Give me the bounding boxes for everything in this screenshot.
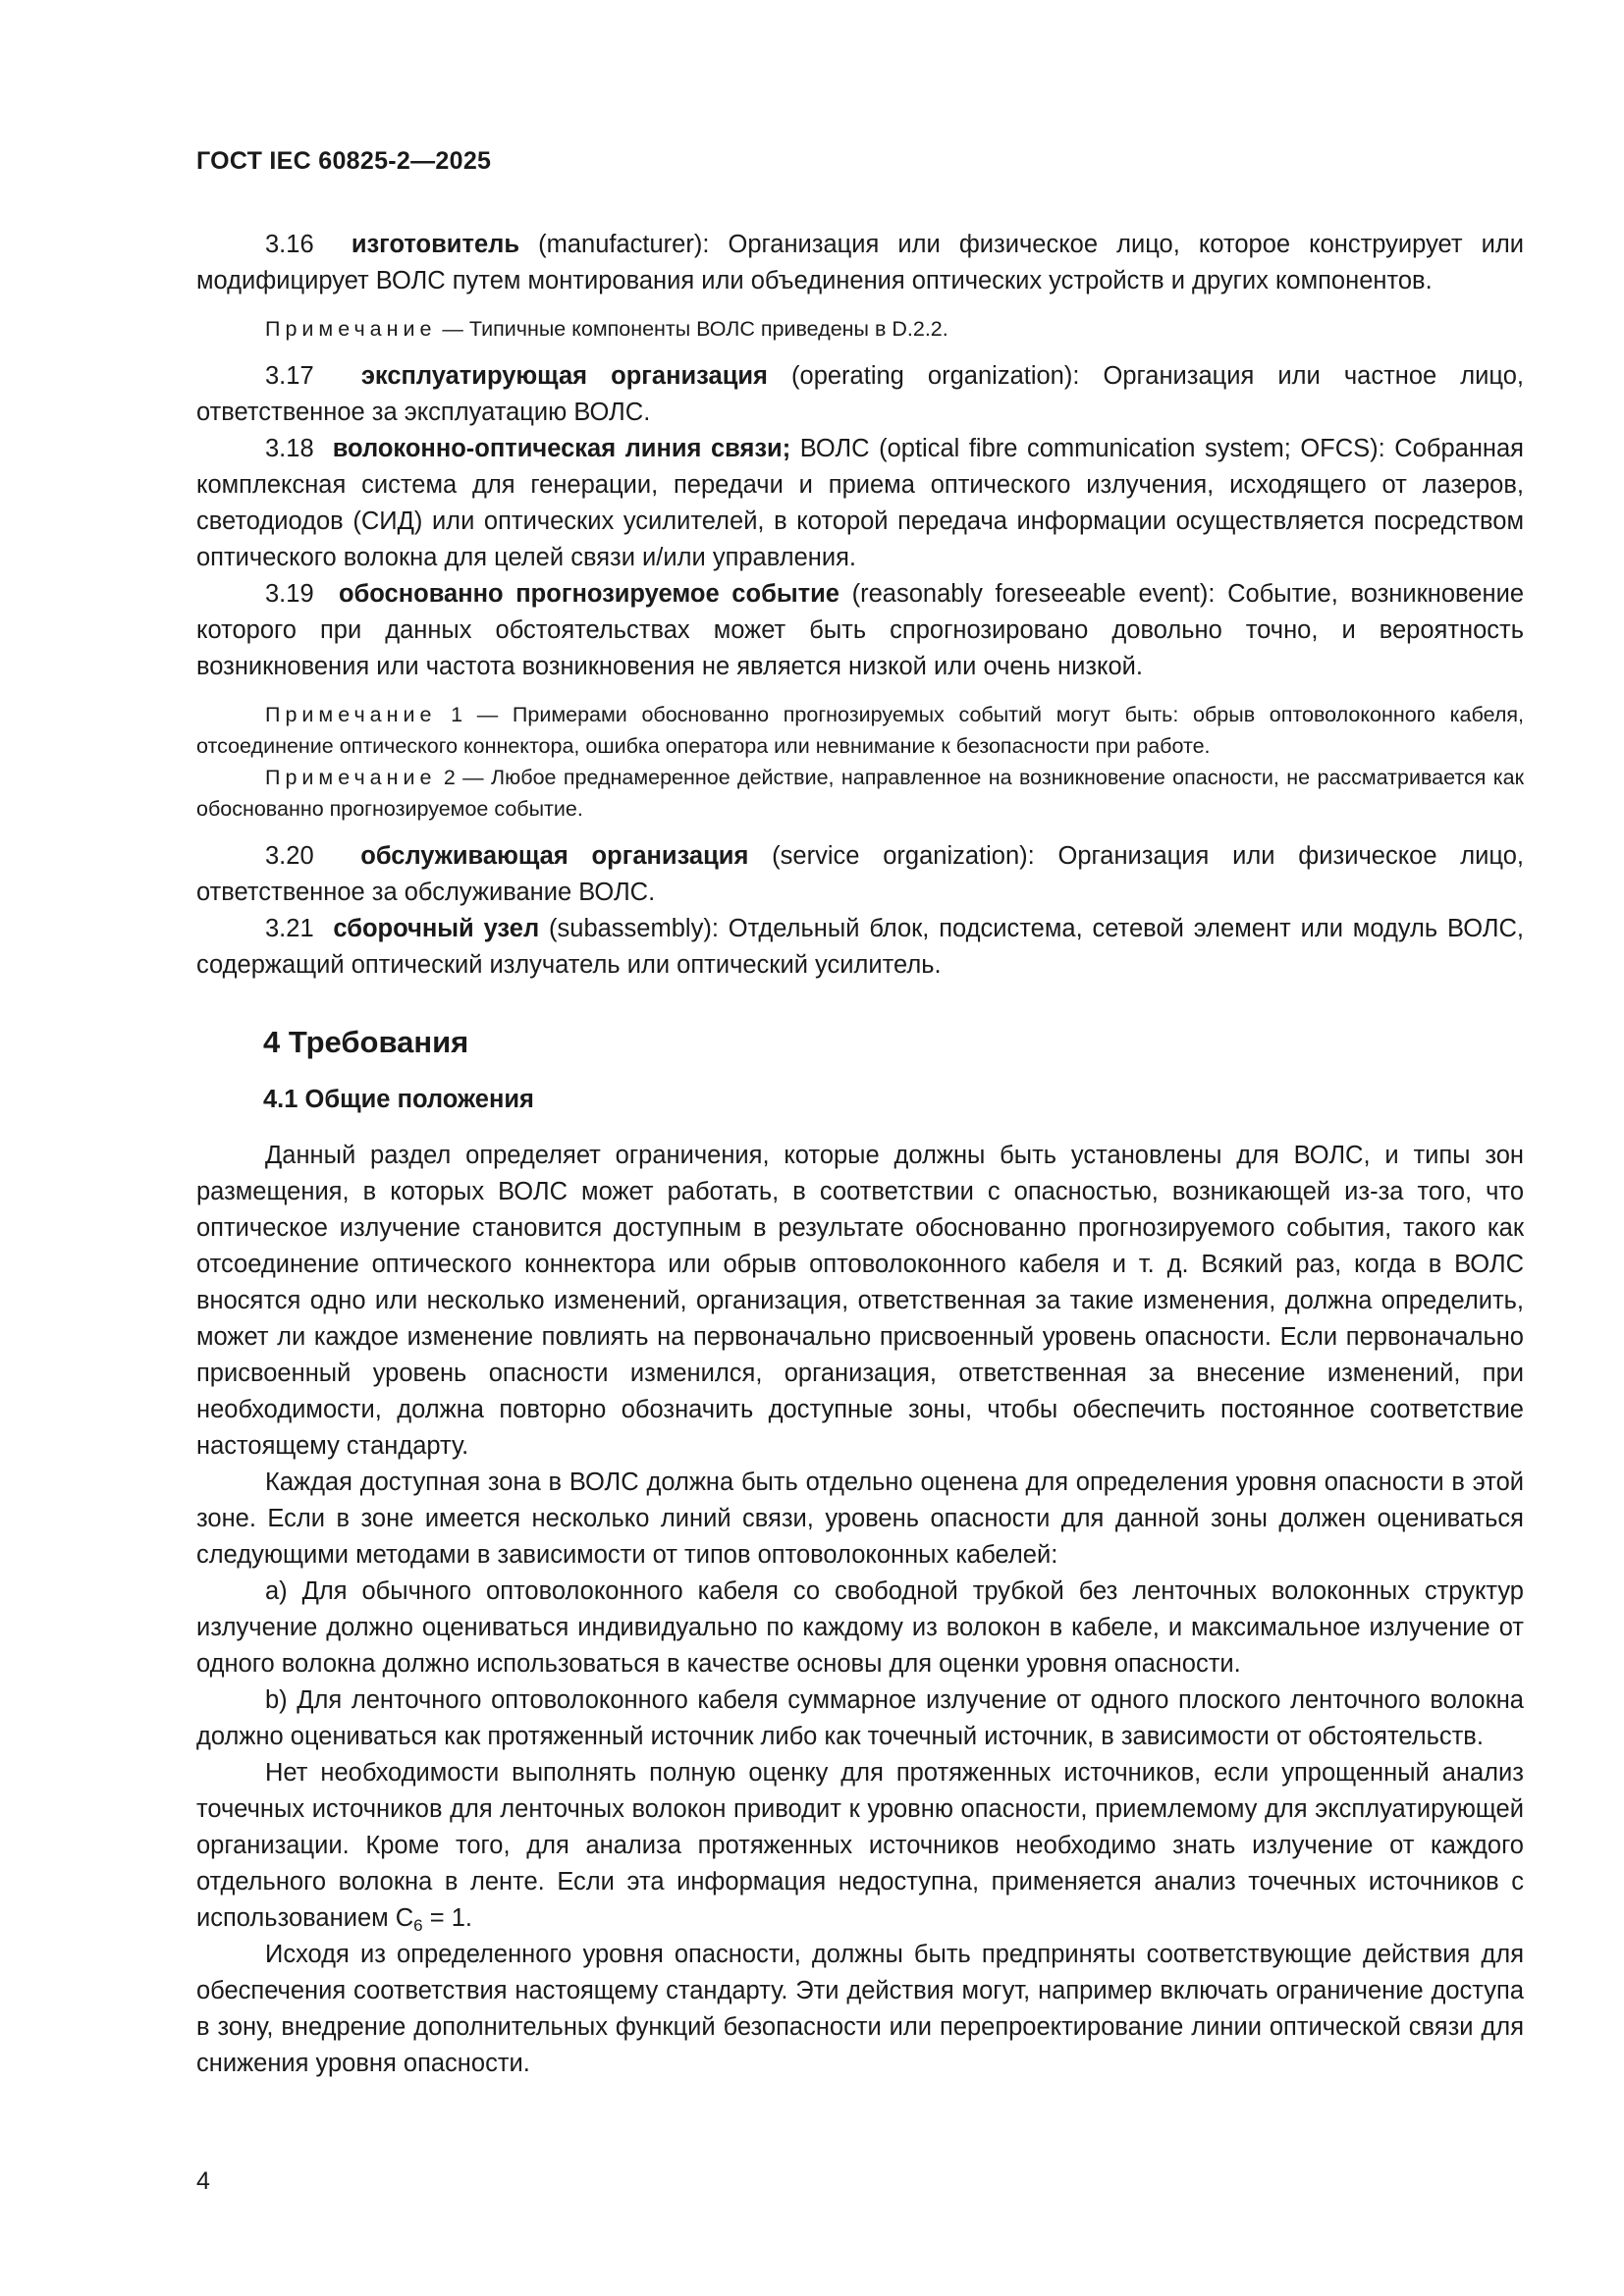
term-3-21 — [196, 911, 1524, 984]
term-number: 3.21 — [265, 915, 314, 942]
note-label: Примечание — [265, 317, 437, 341]
document-header: ГОСТ IEC 60825-2—2025 — [196, 147, 492, 175]
term-definition: (subassembly): Отдельный блок, подсистема, сетевой элемент или модуль ВОЛС, содержащий оптический излучатель или оптический усилитель. — [196, 915, 1524, 979]
note-text: 2 — Любое преднамеренное действие, направленное на возникновение опасности, не рассматривается как обоснованно прогнозируемое событие. — [196, 766, 1524, 821]
term-definition: (service organization): Организация или физическое лицо, ответственное за обслуживание ВОЛС. — [196, 842, 1525, 906]
note-3-19-1 — [196, 699, 1524, 762]
note-text: — Типичные компоненты ВОЛС приведены в D.2.2. — [436, 317, 948, 341]
term-definition: (reasonably foreseeable event): Событие, возникновение которого при данных обстоятельствах может быть спрогнозировано довольно точно, и вероятность возникновения или частота возникновения не является низкой или очень низкой. — [196, 580, 1524, 680]
term-3-18 — [196, 431, 1524, 576]
paragraph-2: Каждая доступная зона в ВОЛС должна быть отдельно оценена для определения уровня опасности в этой зоне. Если в зоне имеется несколько линий связи, уровень опасности для данной зоны должен оцениваться следующими методами в зависимости от типов оптоволоконных кабелей: — [196, 1468, 1524, 1569]
term-3-17 — [196, 358, 1524, 431]
term-number: 3.17 — [265, 362, 314, 390]
note-label: Примечание — [265, 703, 437, 726]
term-number: 3.20 — [265, 842, 314, 870]
term-title: изготовитель — [351, 231, 520, 258]
term-title: эксплуатирующая организация — [360, 362, 768, 390]
paragraph-4: Исходя из определенного уровня опасности, должны быть предприняты соответствующие действия для обеспечения соответствия настоящему стандарту. Эти действия могут, например включать ограничение доступа в зону, внедрение дополнительных функций безопасности или перепроектирование линии оптической связи для снижения уровня опасности. — [196, 1941, 1524, 2077]
section-heading-4: 4 Требования — [263, 1025, 469, 1059]
term-3-16 — [196, 227, 1524, 299]
term-definition: (manufacturer): Организация или физическое лицо, которое конструирует или модифицирует ВОЛС путем монтирования или объединения оптических устройств и других компонентов. — [196, 231, 1524, 294]
term-definition: (operating organization): Организация или частное лицо, ответственное за эксплуатацию ВОЛС. — [196, 362, 1525, 426]
term-title: обслуживающая организация — [360, 842, 749, 870]
list-item-b: b) Для ленточного оптоволоконного кабеля суммарное излучение от одного плоского ленточного волокна должно оцениваться как протяженный источник либо как точечный источник, в зависимости от обстоятельств. — [196, 1686, 1524, 1750]
term-definition: ВОЛС (optical fibre communication system; OFCS): Собранная комплексная система для генерации, передачи и приема оптического излучения, исходящего от лазеров, светодиодов (СИД) или оптических усилителей, в которой передача информации осуществляется посредством оптического волокна для целей связи и/или управления. — [196, 435, 1524, 571]
note-3-16 — [196, 313, 1524, 345]
term-title: сборочный узел — [333, 915, 540, 942]
variable-c: C — [395, 1904, 414, 1932]
document-page — [196, 147, 1524, 2082]
term-number: 3.18 — [265, 435, 314, 462]
note-text: 1 — Примерами обоснованно прогнозируемых событий могут быть: обрыв оптоволоконного кабеля, отсоединение оптического коннектора, ошибка оператора или невнимание к безопасности при работе. — [196, 703, 1524, 758]
term-title: обоснованно прогнозируемое событие — [338, 580, 839, 608]
term-3-20 — [196, 838, 1524, 911]
term-title: волоконно-оптическая линия связи; — [332, 435, 791, 462]
note-3-19-2 — [196, 762, 1524, 825]
term-3-19 — [196, 576, 1524, 685]
section-heading-4-1: 4.1 Общие положения — [263, 1086, 534, 1113]
note-label: Примечание — [265, 766, 437, 789]
paragraph-1: Данный раздел определяет ограничения, которые должны быть установлены для ВОЛС, и типы зон размещения, в которых ВОЛС может работать, в соответствии с опасностью, возникающей из-за того, что оптическое излучение становится доступным в результате обоснованно прогнозируемого события, такого как отсоединение оптического коннектора или обрыв оптоволоконного кабеля и т. д. Всякий раз, когда в ВОЛС вносятся одно или несколько изменений, организация, ответственная за такие изменения, должна определить, может ли каждое изменение повлиять на первоначально присвоенный уровень опасности. Если первоначально присвоенный уровень опасности изменился, организация, ответственная за внесение изменений, при необходимости, должна повторно обозначить доступные зоны, чтобы обеспечить постоянное соответствие настоящему стандарту. — [196, 1142, 1524, 1460]
term-number: 3.19 — [265, 580, 314, 608]
paragraph-3: Нет необходимости выполнять полную оценку для протяженных источников, если упрощенный анализ точечных источников для ленточных волокон приводит к уровню опасности, приемлемому для эксплуатирующей организации. Кроме того, для анализа протяженных источников необходимо знать излучение от каждого отдельного волокна в ленте. Если эта информация недоступна, применяется анализ точечных источников с использованием $C_6 = 1$. — [196, 1759, 1524, 1935]
term-number: 3.16 — [265, 231, 314, 258]
variable-subscript: 6 — [413, 1916, 423, 1935]
list-item-a: a) Для обычного оптоволоконного кабеля со свободной трубкой без ленточных волоконных структур излучение должно оцениваться индивидуально по каждому из волокон в кабеле, и максимальное излучение от одного волокна должно использоваться в качестве основы для оценки уровня опасности. — [196, 1577, 1524, 1678]
page-number: 4 — [196, 2167, 210, 2195]
